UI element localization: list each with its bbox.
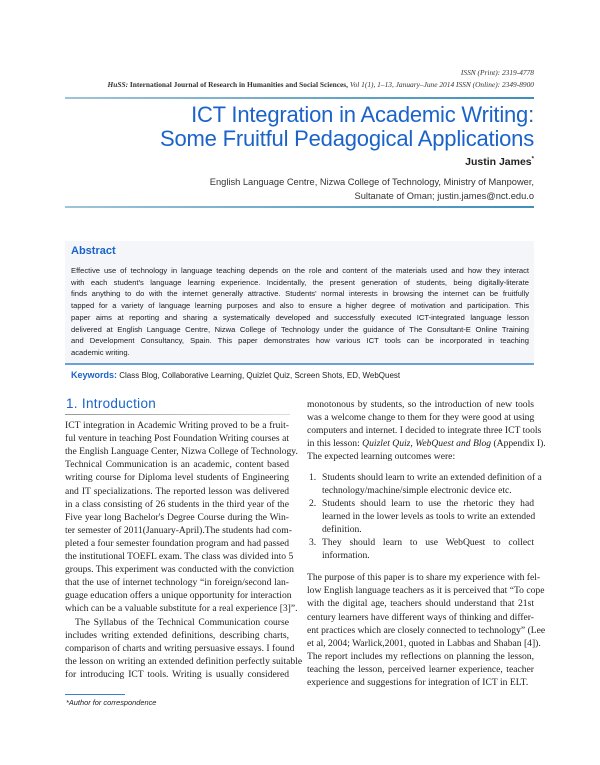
body-line: monotonous by students, so the introduction of new tools	[307, 399, 534, 410]
body-line: et al, 2004; Warlick,2001, quoted in Labbas and Shaban [4]).	[307, 637, 541, 649]
footnote-divider	[65, 694, 125, 695]
title-line-1: ICT Integration in Academic Writing:	[191, 102, 534, 127]
abstract-line: with each student's language learning experience. Incidentally, the present generation of students, being digitally-literate	[71, 277, 529, 287]
body-line: comparison of charts and writing persuasive essays. I found	[65, 642, 295, 654]
body-line: The expected learning outcomes were:	[307, 451, 456, 463]
abstract-line: delivered at English Language Centre, Nizwa College of Technology under the guidance of The Consultant-E Online Training	[71, 324, 529, 334]
body-line: ful venture in teaching Post Foundation Writing courses at	[65, 433, 289, 445]
abstract-heading: Abstract	[71, 245, 116, 257]
outcome-line: definition.	[322, 523, 362, 535]
body-line: The report includes my reflections on planning the lesson,	[307, 650, 534, 662]
abstract-line: academic writing.	[71, 347, 130, 357]
body-line: the lesson on writing an extended definition perfectly suitable	[65, 655, 303, 667]
body-line: the English Language Center, Nizwa College of Technology.	[65, 446, 298, 458]
body-line: the institutional TOEFL exam. The class was divided into 5	[65, 551, 294, 562]
journal-line	[108, 80, 535, 89]
keywords-label: Keywords:	[71, 370, 118, 380]
section-divider	[65, 414, 290, 415]
outcome-line: technology/machine/simple electronic device etc.	[322, 484, 512, 496]
journal-name: International Journal of Research in Humanities and Social Sciences,	[129, 80, 349, 89]
body-line: teaching the lesson, perceived learner experience, teacher	[307, 663, 534, 675]
body-line: experience and suggestions for integration of ICT in ELT.	[307, 677, 529, 688]
body-line: Technical Communication is an academic, content based	[65, 459, 289, 471]
body-line: ICT integration in Academic Writing proved to be a fruit-	[65, 420, 289, 431]
body-line: The Syllabus of the Technical Communication course	[75, 616, 289, 628]
body-line: ent practices which are closely connected to technology” (Lee	[307, 624, 546, 636]
keywords-text: Class Blog, Collaborative Learning, Quizlet Quiz, Screen Shots, ED, WebQuest	[119, 371, 401, 380]
body-line: groups. This experiment was conducted with the conviction	[65, 564, 294, 576]
affiliation-line-1: English Language Centre, Nizwa College of Technology, Ministry of Manpower,	[209, 177, 534, 187]
section-heading-introduction: 1. Introduction	[66, 396, 157, 411]
abstract-line: and Development Consultancy, Spain. This paper demonstrates how various ICT tools can be incorporated in teaching	[71, 336, 529, 346]
body-line: that the use of internet technology “in foreign/second lan-	[65, 577, 289, 589]
author-name: Justin James*	[465, 156, 534, 168]
abstract-line: tapped for a variety of language learning purposes and also to ensure a higher degree of motivation and participation. This	[71, 301, 529, 311]
body-line: which can be a valuable substitute for a real experience [3]”.	[65, 603, 298, 615]
issn-print: ISSN (Print): 2319-4778	[460, 68, 534, 77]
outcome-line: They should learn to use WebQuest to collect	[322, 537, 534, 548]
footnote: *Author for correspondence	[66, 698, 157, 707]
body-line: was a welcome change to them for they were good at using	[307, 412, 535, 424]
body-line: for introducing ICT tools. Writing is usually considered	[65, 668, 289, 680]
body-line: century learners have different ways of thinking and differ-	[307, 611, 534, 623]
body-line: computers and internet. I decided to integrate three ICT tools	[307, 425, 542, 437]
title-line-2: Some Fruitful Pedagogical Applications	[160, 126, 534, 151]
outcome-line: Students should learn to write an extended definition of a	[322, 471, 542, 483]
outcome-line: learned in the lower levels as tools to write an extended	[322, 510, 536, 522]
keywords	[71, 370, 400, 380]
journal-issue: Vol 1(1), 1–13, January–June 2014 ISSN (Online): 2349-8900	[349, 80, 534, 89]
body-line: writing course for Diploma level students of Engineering	[65, 472, 289, 484]
body-line: and IT specializations. The reported lesson was delivered	[65, 485, 289, 497]
body-line: The purpose of this paper is to share my experience with fel-	[307, 572, 541, 584]
body-line: includes writing extended definitions, describing charts,	[65, 629, 289, 641]
outcome-line: information.	[322, 550, 370, 562]
header-divider	[65, 97, 534, 99]
body-line: in this lesson: Quizlet Quiz, WebQuest and Blog (Appendix I).	[307, 438, 546, 450]
author-divider	[65, 206, 534, 208]
journal-abbr: HuSS:	[107, 80, 129, 89]
body-line: with the digital age, teachers should understand that 21st	[307, 598, 534, 610]
outcome-line: Students should learn to use the rhetoric they had	[322, 497, 534, 509]
body-line: low English language teachers as it is perceived that “To cope	[307, 585, 545, 597]
affiliation-line-2: Sultanate of Oman; justin.james@nct.edu.o	[354, 191, 534, 201]
outcome-number: 1.	[309, 471, 317, 483]
body-line: pleted a four semester foundation program and had passed	[65, 537, 289, 549]
outcome-number: 2.	[309, 497, 317, 509]
outcome-number: 3.	[309, 537, 317, 548]
abstract-line: paper aims at reporting and sharing a systematically developed and successfully executed ICT-integrated language lesson	[71, 312, 529, 322]
abstract-line: finds anything to do with the internet generally attractive. Students' normal interests in browsing the internet can be fruitfully	[71, 289, 529, 299]
abstract-line: Effective use of technology in language teaching depends on the role and content of the materials used and how they interact	[71, 266, 529, 275]
body-line: ter semester of 2011(January-April).The students had com-	[65, 524, 292, 536]
body-line: Five year long Bachelor's Degree Course during the Win-	[65, 511, 289, 523]
body-line: in a class consisting of 26 students in the third year of the	[65, 498, 289, 510]
body-line: guage education offers a unique opportunity for interaction	[65, 590, 292, 602]
